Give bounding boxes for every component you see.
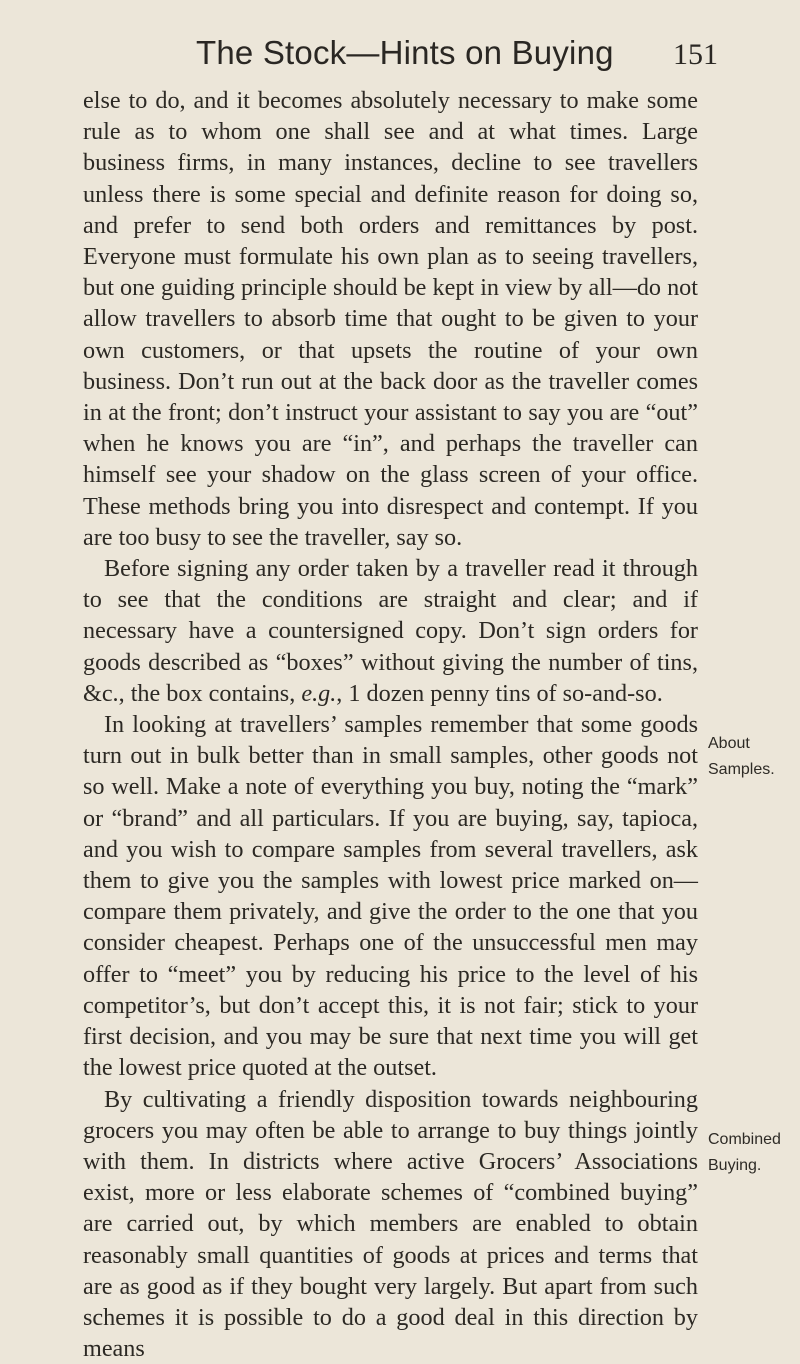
margin-note-combined: Combined bbox=[708, 1131, 781, 1148]
page-number: 151 bbox=[673, 38, 718, 72]
body-text bbox=[83, 85, 698, 1364]
abbreviation-eg: e.g. bbox=[301, 680, 336, 707]
running-title: The Stock—Hints on Buying bbox=[196, 34, 614, 72]
margin-note-samples: Samples. bbox=[708, 761, 775, 778]
paragraph-signing-orders bbox=[83, 553, 698, 709]
paragraph-text: Before signing any order taken by a traveller read it through to see that the conditions are straight and clear; and if necessary have a countersigned copy. Don’t sign orders for goods described as “boxes” without giving the number of tins, &c., the box contains, bbox=[83, 555, 698, 707]
paragraph-combined-buying: By cultivating a friendly disposition towards neighbouring grocers you may often be able to arrange to buy things jointly with them. In districts where active Grocers’ Associations exist, more or less elaborate schemes of “combined buying” are carried out, by which members are enabled to obtain reasonably small quantities of goods at prices and terms that are as good as if they bought very largely. But apart from such schemes it is possible to do a good deal in this direction by means bbox=[83, 1084, 698, 1364]
paragraph-text: , 1 dozen penny tins of so-and-so. bbox=[336, 680, 662, 707]
margin-note-about: About bbox=[708, 735, 750, 752]
paragraph-samples: In looking at travellers’ samples remember that some goods turn out in bulk better than in small samples, other goods not so well. Make a note of everything you buy, noting the “mark” or “brand” and all particulars. If you are buying, say, tapioca, and you wish to compare samples from several travellers, ask them to give you the samples with lowest price marked on—compare them privately, and give the order to the one that you consider cheapest. Perhaps one of the unsuccessful men may offer to “meet” you by reducing his price to the level of his competitor’s, but don’t accept this, it is not fair; stick to your first decision, and you may be sure that next time you will get the lowest price quoted at the outset. bbox=[83, 709, 698, 1083]
margin-note-buying: Buying. bbox=[708, 1157, 761, 1174]
page-header bbox=[0, 26, 800, 74]
paragraph-travellers-time: else to do, and it becomes absolutely necessary to make some rule as to whom one shall see and at what times. Large business firms, in many instances, decline to see travellers unless there is some special and definite reason for doing so, and prefer to send both orders and remittances by post. Everyone must formulate his own plan as to seeing travellers, but one guiding principle should be kept in view by all—do not allow travellers to absorb time that ought to be given to your own customers, or that upsets the routine of your own business. Don’t run out at the back door as the traveller comes in at the front; don’t instruct your assistant to say you are “out” when he knows you are “in”, and perhaps the traveller can himself see your shadow on the glass screen of your office. These methods bring you into disrespect and contempt. If you are too busy to see the traveller, say so. bbox=[83, 85, 698, 553]
